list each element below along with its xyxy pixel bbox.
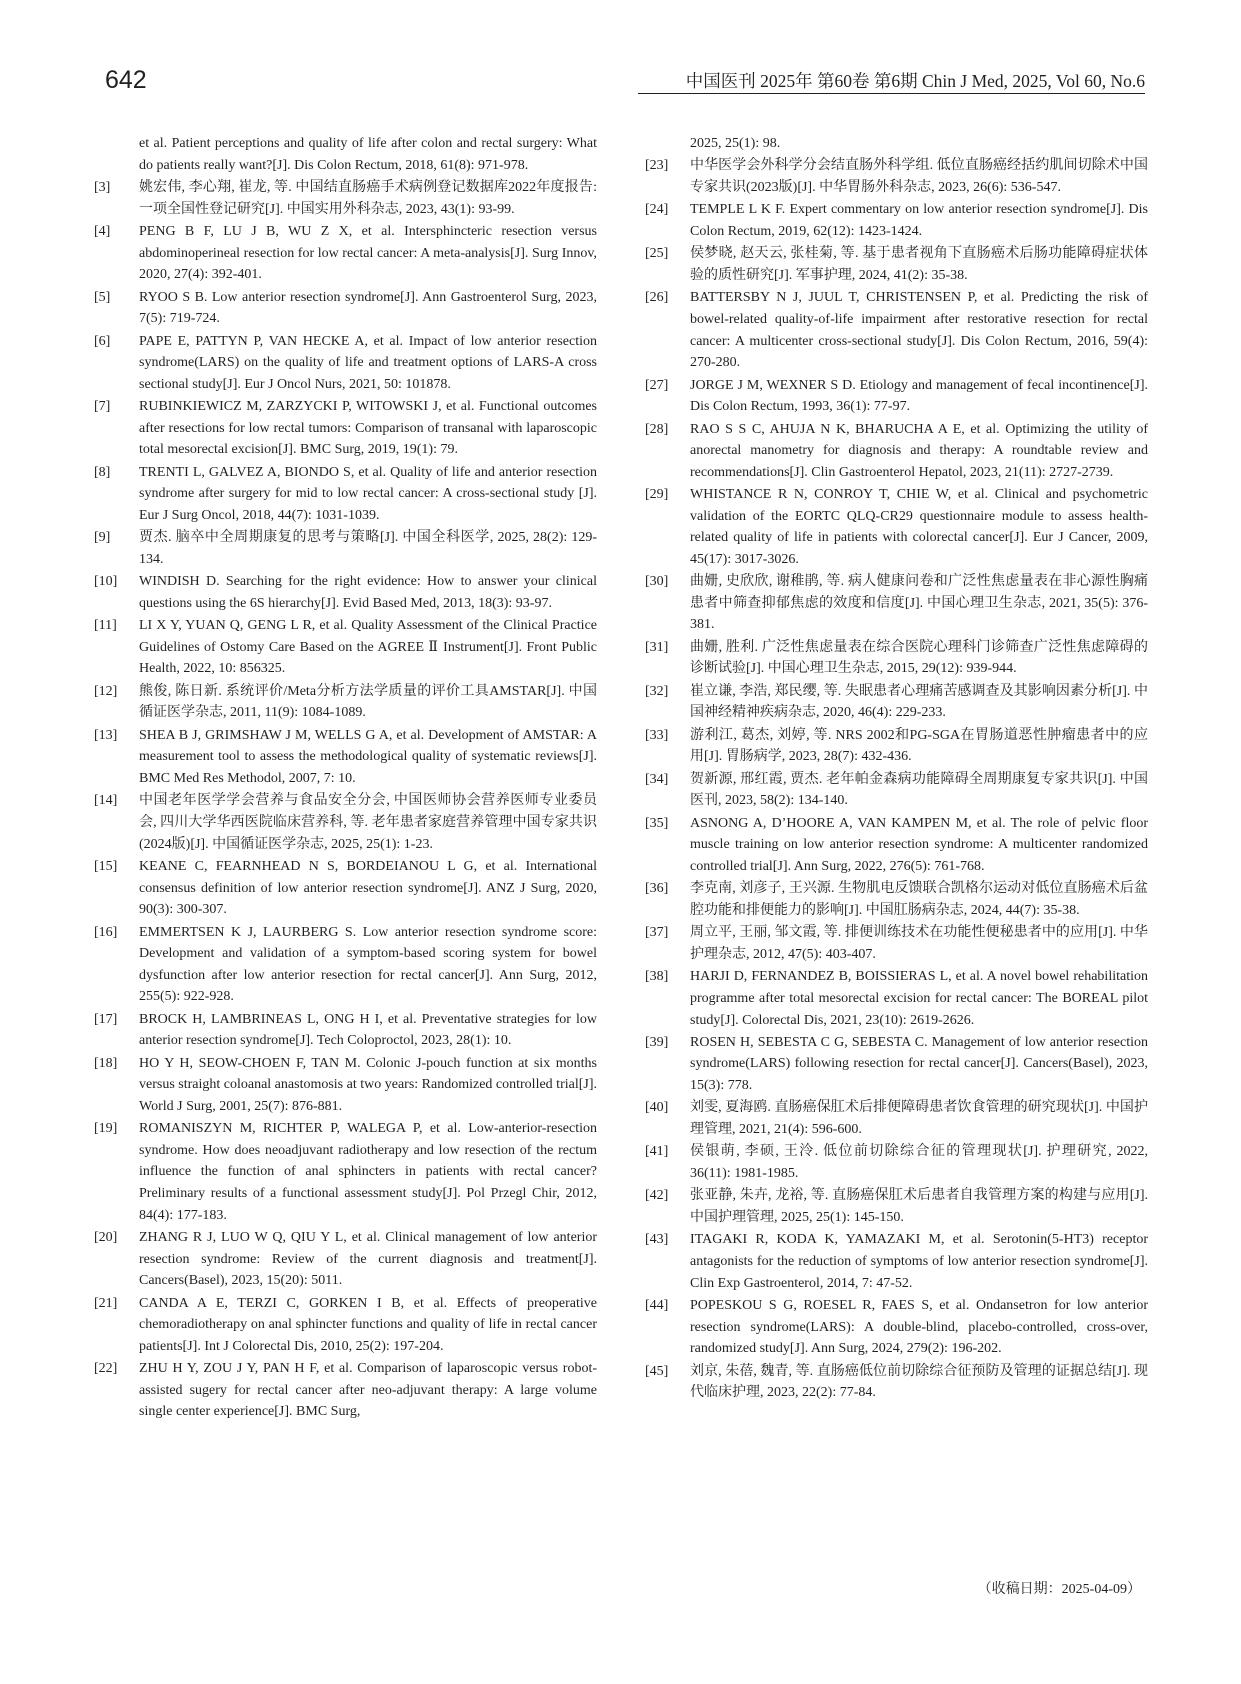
- reference-number: [6]: [94, 333, 111, 349]
- reference-item: [94, 725, 597, 790]
- reference-text: 曲姗, 胜利. 广泛性焦虑量表在综合医院心理科门诊筛查广泛性焦虑障碍的诊断试验[J]. 中国心理卫生杂志, 2015, 29(12): 939-944.: [690, 639, 1148, 677]
- reference-number: [44]: [645, 1298, 669, 1313]
- reference-text: ASNONG A, D’HOORE A, VAN KAMPEN M, et al. The role of pelvic floor muscle training on low anterior resection syndrome: A multicenter randomized controlled trial[J]. Ann Surg, 2022, 276(5): 761-768.: [690, 815, 1148, 874]
- reference-text: HARJI D, FERNANDEZ B, BOISSIERAS L, et al. A novel bowel rehabilitation programme after total mesorectal excision for rectal cancer: The BOREAL pilot study[J]. Colorectal Dis, 2021, 23(10): 2619-2626.: [690, 969, 1148, 1028]
- reference-item: [94, 177, 597, 220]
- reference-text: 曲姗, 史欣欣, 谢稚鹃, 等. 病人健康问卷和广泛性焦虑量表在非心源性胸痛患者中筛查抑郁焦虑的效度和信度[J]. 中国心理卫生杂志, 2021, 35(5): 376-381.: [690, 574, 1148, 633]
- reference-number: [14]: [94, 793, 118, 809]
- reference-text: PENG B F, LU J B, WU Z X, et al. Intersphincteric resection versus abdominoperineal resection for low rectal cancer: A meta-analysis[J]. Surg Innov, 2020, 27(4): 392-401.: [139, 223, 597, 283]
- reference-number: [28]: [645, 421, 669, 437]
- reference-item: [645, 155, 1148, 198]
- page-number: 642: [105, 66, 147, 94]
- reference-number: [45]: [645, 1363, 669, 1379]
- reference-text: KEANE C, FEARNHEAD N S, BORDEIANOU L G, et al. International consensus definition of low anterior resection syndrome[J]. ANZ J Surg, 2020, 90(3): 300-307.: [139, 858, 597, 918]
- reference-number: [32]: [645, 683, 669, 699]
- reference-item: [94, 681, 597, 724]
- reference-number: [34]: [645, 771, 669, 787]
- reference-text: BROCK H, LAMBRINEAS L, ONG H I, et al. Preventative strategies for low anterior resection syndrome[J]. Tech Coloproctol, 2023, 28(1): 10.: [139, 1011, 597, 1049]
- reference-text: ZHANG R J, LUO W Q, QIU Y L, et al. Clinical management of low anterior resection syndrome: Review of the current diagnosis and treatment[J]. Cancers(Basel), 2023, 15(20): 5011.: [139, 1230, 597, 1289]
- reference-item: [645, 243, 1148, 286]
- reference-number: [39]: [645, 1034, 669, 1050]
- reference-item: [645, 1097, 1148, 1140]
- reference-item: [645, 571, 1148, 636]
- reference-item: [94, 331, 597, 396]
- reference-item: [645, 1185, 1148, 1228]
- reference-text: WHISTANCE R N, CONROY T, CHIE W, et al. Clinical and psychometric validation of the EORTC QLQ-CR29 questionnaire module to assess health-related quality of life in patients with colorectal cancer[J]. Eur J Cancer, 2009, 45(17): 3017-3026.: [690, 487, 1148, 567]
- reference-text: JORGE J M, WEXNER S D. Etiology and management of fecal incontinence[J]. Dis Colon Rectum, 1993, 36(1): 77-97.: [690, 377, 1148, 415]
- reference-number: [23]: [645, 158, 669, 174]
- reference-text: ITAGAKI R, KODA K, YAMAZAKI M, et al. Serotonin(5-HT3) receptor antagonists for the reduction of symptoms of low anterior resection syndrome[J]. Clin Exp Gastroenterol, 2014, 7: 47-52.: [690, 1232, 1148, 1291]
- reference-item: [645, 1295, 1148, 1360]
- reference-number: [33]: [645, 727, 669, 743]
- reference-text: 2025, 25(1): 98.: [690, 136, 781, 151]
- reference-list-right-column: [645, 133, 1148, 1405]
- reference-number: [24]: [645, 202, 669, 218]
- reference-item: [645, 484, 1148, 570]
- reference-text: RUBINKIEWICZ M, ZARZYCKI P, WITOWSKI J, et al. Functional outcomes after resections for low rectal tumors: Comparison of transanal with laparoscopic total mesorectal excision[J]. BMC Surg, 2019, 19(1): 79.: [139, 399, 597, 458]
- reference-text: RYOO S B. Low anterior resection syndrome[J]. Ann Gastroenterol Surg, 2023, 7(5): 719-724.: [139, 289, 597, 327]
- reference-number: [29]: [645, 487, 669, 503]
- reference-number: [12]: [94, 683, 118, 699]
- header-rule: [638, 93, 1145, 94]
- reference-text: 姚宏伟, 李心翔, 崔龙, 等. 中国结直肠癌手术病例登记数据库2022年度报告: 一项全国性登记研究[J]. 中国实用外科杂志, 2023, 43(1): 93-99.: [139, 179, 597, 217]
- reference-text: et al. Patient perceptions and quality of life after colon and rectal surgery: What do patients really want?[J]. Dis Colon Rectum, 2018, 61(8): 971-978.: [139, 136, 597, 173]
- reference-number: [8]: [94, 464, 111, 480]
- reference-text: PAPE E, PATTYN P, VAN HECKE A, et al. Impact of low anterior resection syndrome(LARS) on the quality of life and treatment options of LARS-A cross sectional study[J]. Eur J Oncol Nurs, 2021, 50: 101878.: [139, 333, 597, 392]
- reference-number: [17]: [94, 1011, 118, 1027]
- reference-item: [645, 375, 1148, 418]
- reference-item: [94, 287, 597, 330]
- reference-number: [40]: [645, 1100, 669, 1116]
- reference-number: [15]: [94, 858, 118, 874]
- reference-number: [21]: [94, 1295, 118, 1311]
- reference-item: [645, 287, 1148, 373]
- reference-text: ZHU H Y, ZOU J Y, PAN H F, et al. Comparison of laparoscopic versus robot-assisted sugery for rectal cancer after neo-adjuvant therapy: A large volume single center experience[J]. BMC Surg,: [139, 1361, 597, 1420]
- reference-item: [94, 571, 597, 614]
- reference-list-left-column: [94, 133, 597, 1424]
- reference-text: HO Y H, SEOW-CHOEN F, TAN M. Colonic J-pouch function at six months versus straight coloanal anastomosis at two years: Randomized controlled trial[J]. World J Surg, 2001, 25(7): 876-881.: [139, 1055, 597, 1114]
- reference-item: [94, 615, 597, 680]
- reference-text: 中华医学会外科学分会结直肠外科学组. 低位直肠癌经括约肌间切除术中国专家共识(2023版)[J]. 中华胃肠外科杂志, 2023, 26(6): 536-547.: [690, 158, 1148, 195]
- reference-item: [645, 922, 1148, 965]
- reference-item: [139, 133, 597, 176]
- reference-text: WINDISH D. Searching for the right evidence: How to answer your clinical questions using the 6S hierarchy[J]. Evid Based Med, 2013, 18(3): 93-97.: [139, 574, 597, 611]
- reference-text: TEMPLE L K F. Expert commentary on low anterior resection syndrome[J]. Dis Colon Rectum, 2019, 62(12): 1423-1424.: [690, 202, 1148, 239]
- reference-item: [690, 133, 1148, 155]
- reference-number: [30]: [645, 574, 669, 590]
- reference-item: [645, 878, 1148, 921]
- reference-number: [4]: [94, 223, 111, 239]
- reference-number: [11]: [94, 618, 117, 634]
- reference-number: [22]: [94, 1361, 118, 1377]
- reference-item: [94, 221, 597, 286]
- reference-item: [94, 1293, 597, 1358]
- reference-text: 李克南, 刘彦子, 王兴源. 生物肌电反馈联合凯格尔运动对低位直肠癌术后盆腔功能和排便能力的影响[J]. 中国肛肠病杂志, 2024, 44(7): 35-38.: [690, 881, 1148, 918]
- reference-item: [94, 856, 597, 921]
- reference-number: [36]: [645, 881, 669, 897]
- reference-item: [645, 1361, 1148, 1404]
- reference-text: BATTERSBY N J, JUUL T, CHRISTENSEN P, et al. Predicting the risk of bowel-related quality-of-life impairment after restorative resection for rectal cancer: A multicenter cross-sectional study[J]. Dis Colon Rectum, 2016, 59(4): 270-280.: [690, 290, 1148, 371]
- reference-number: [41]: [645, 1144, 669, 1160]
- reference-item: [94, 1053, 597, 1118]
- reference-item: [645, 637, 1148, 680]
- reference-number: [26]: [645, 290, 669, 306]
- reference-item: [94, 462, 597, 527]
- reference-text: POPESKOU S G, ROESEL R, FAES S, et al. Ondansetron for low anterior resection syndrome(LARS): A double-blind, placebo-controlled, cross-over, randomized study[J]. Ann Surg, 2024, 279(2): 196-202.: [690, 1298, 1148, 1357]
- reference-text: 贺新源, 邢红霞, 贾杰. 老年帕金森病功能障碍全周期康复专家共识[J]. 中国医刊, 2023, 58(2): 134-140.: [690, 771, 1148, 809]
- reference-number: [37]: [645, 925, 669, 941]
- reference-number: [9]: [94, 530, 111, 546]
- reference-text: 侯银萌, 李硕, 王泠. 低位前切除综合征的管理现状[J]. 护理研究, 2022, 36(11): 1981-1985.: [690, 1144, 1148, 1182]
- reference-text: 熊俊, 陈日新. 系统评价/Meta分析方法学质量的评价工具AMSTAR[J]. 中国循证医学杂志, 2011, 11(9): 1084-1089.: [139, 683, 597, 721]
- reference-text: ROMANISZYN M, RICHTER P, WALEGA P, et al. Low-anterior-resection syndrome. How does neoadjuvant radiotherapy and low resection of the rectum influence the function of anal sphincters in patients with rectal cancer? Preliminary results of a functional assessment study[J]. Pol Przegl Chir, 2012, 84(4): 177-183.: [139, 1121, 597, 1223]
- reference-item: [94, 922, 597, 1008]
- reference-item: [94, 1227, 597, 1292]
- reference-item: [645, 199, 1148, 242]
- reference-number: [38]: [645, 969, 669, 985]
- reference-text: 张亚静, 朱卉, 龙裕, 等. 直肠癌保肛术后患者自我管理方案的构建与应用[J]. 中国护理管理, 2025, 25(1): 145-150.: [690, 1188, 1148, 1226]
- reference-number: [10]: [94, 574, 118, 590]
- reference-text: 刘京, 朱蓓, 魏青, 等. 直肠癌低位前切除综合征预防及管理的证据总结[J]. 现代临床护理, 2023, 22(2): 77-84.: [690, 1363, 1148, 1401]
- reference-item: [94, 1118, 597, 1226]
- reference-number: [20]: [94, 1230, 118, 1246]
- reference-number: [7]: [94, 399, 111, 415]
- reference-item: [645, 725, 1148, 768]
- reference-number: [5]: [94, 289, 111, 305]
- reference-item: [645, 769, 1148, 812]
- reference-text: CANDA A E, TERZI C, GORKEN I B, et al. Effects of preoperative chemoradiotherapy on anal sphincter functions and quality of life in rectal cancer patients[J]. Int J Colorectal Dis, 2010, 25(2): 197-204.: [139, 1295, 597, 1354]
- reference-item: [94, 396, 597, 461]
- reference-item: [94, 527, 597, 570]
- reference-text: LI X Y, YUAN Q, GENG L R, et al. Quality Assessment of the Clinical Practice Guidelines of Ostomy Care Based on the AGREE Ⅱ Instrument[J]. Front Public Health, 2022, 10: 856325.: [139, 618, 597, 677]
- running-head: 中国医刊 2025年 第60卷 第6期 Chin J Med, 2025, Vol 60, No.6: [685, 71, 1145, 91]
- reference-text: 刘雯, 夏海鸥. 直肠癌保肛术后排便障碍患者饮食管理的研究现状[J]. 中国护理管理, 2021, 21(4): 596-600.: [690, 1100, 1148, 1138]
- reference-number: [19]: [94, 1121, 118, 1137]
- reference-item: [645, 1032, 1148, 1097]
- reference-text: EMMERTSEN K J, LAURBERG S. Low anterior resection syndrome score: Development and validation of a symptom-based scoring system for bowel dysfunction after low anterior resection for rectal cancer[J]. Ann Surg, 2012, 255(5): 922-928.: [139, 924, 597, 1005]
- reference-text: 崔立谦, 李浩, 郑民缨, 等. 失眠患者心理痛苦感调查及其影响因素分析[J]. 中国神经精神疾病杂志, 2020, 46(4): 229-233.: [690, 683, 1148, 721]
- reference-item: [645, 966, 1148, 1031]
- reference-number: [42]: [645, 1188, 669, 1204]
- received-date: （收稿日期：2025-04-09）: [977, 1582, 1141, 1597]
- reference-text: 游利江, 葛杰, 刘婷, 等. NRS 2002和PG-SGA在胃肠道恶性肿瘤患者中的应用[J]. 胃肠病学, 2023, 28(7): 432-436.: [690, 727, 1148, 765]
- reference-number: [43]: [645, 1232, 669, 1248]
- reference-item: [94, 1358, 597, 1423]
- reference-number: [31]: [645, 639, 669, 655]
- reference-number: [25]: [645, 246, 669, 262]
- reference-number: [3]: [94, 179, 111, 195]
- reference-item: [645, 419, 1148, 484]
- reference-item: [645, 1141, 1148, 1184]
- reference-text: 贾杰. 脑卒中全周期康复的思考与策略[J]. 中国全科医学, 2025, 28(2): 129-134.: [139, 530, 597, 567]
- reference-text: 周立平, 王丽, 邹文霞, 等. 排便训练技术在功能性便秘患者中的应用[J]. 中华护理杂志, 2012, 47(5): 403-407.: [690, 925, 1148, 962]
- reference-text: SHEA B J, GRIMSHAW J M, WELLS G A, et al. Development of AMSTAR: A measurement tool to assess the methodological quality of systematic reviews[J]. BMC Med Res Methodol, 2007, 7: 10.: [139, 727, 597, 786]
- reference-number: [13]: [94, 727, 118, 743]
- reference-number: [27]: [645, 377, 669, 393]
- reference-number: [18]: [94, 1055, 118, 1071]
- reference-text: 中国老年医学学会营养与食品安全分会, 中国医师协会营养医师专业委员会, 四川大学华西医院临床营养科, 等. 老年患者家庭营养管理中国专家共识(2024版)[J]. 中国循证医学杂志, 2025, 25(1): 1-23.: [139, 793, 597, 852]
- reference-text: 侯梦晓, 赵天云, 张桂菊, 等. 基于患者视角下直肠癌术后肠功能障碍症状体验的质性研究[J]. 军事护理, 2024, 41(2): 35-38.: [690, 246, 1148, 283]
- reference-text: ROSEN H, SEBESTA C G, SEBESTA C. Management of low anterior resection syndrome(LARS) following resection for rectal cancer[J]. Cancers(Basel), 2023, 15(3): 778.: [690, 1034, 1148, 1094]
- reference-item: [94, 1009, 597, 1052]
- reference-text: TRENTI L, GALVEZ A, BIONDO S, et al. Quality of life and anterior resection syndrome after surgery for mid to low rectal cancer: A cross-sectional study [J]. Eur J Surg Oncol, 2018, 44(7): 1031-1039.: [139, 464, 597, 523]
- reference-number: [16]: [94, 924, 118, 940]
- reference-item: [645, 1229, 1148, 1294]
- reference-number: [35]: [645, 815, 669, 831]
- reference-item: [645, 813, 1148, 878]
- reference-text: RAO S S C, AHUJA N K, BHARUCHA A E, et al. Optimizing the utility of anorectal manometry for diagnosis and therapy: A roundtable review and recommendations[J]. Clin Gastroenterol Hepatol, 2023, 21(11): 2727-2739.: [690, 421, 1148, 480]
- reference-item: [645, 681, 1148, 724]
- reference-item: [94, 790, 597, 855]
